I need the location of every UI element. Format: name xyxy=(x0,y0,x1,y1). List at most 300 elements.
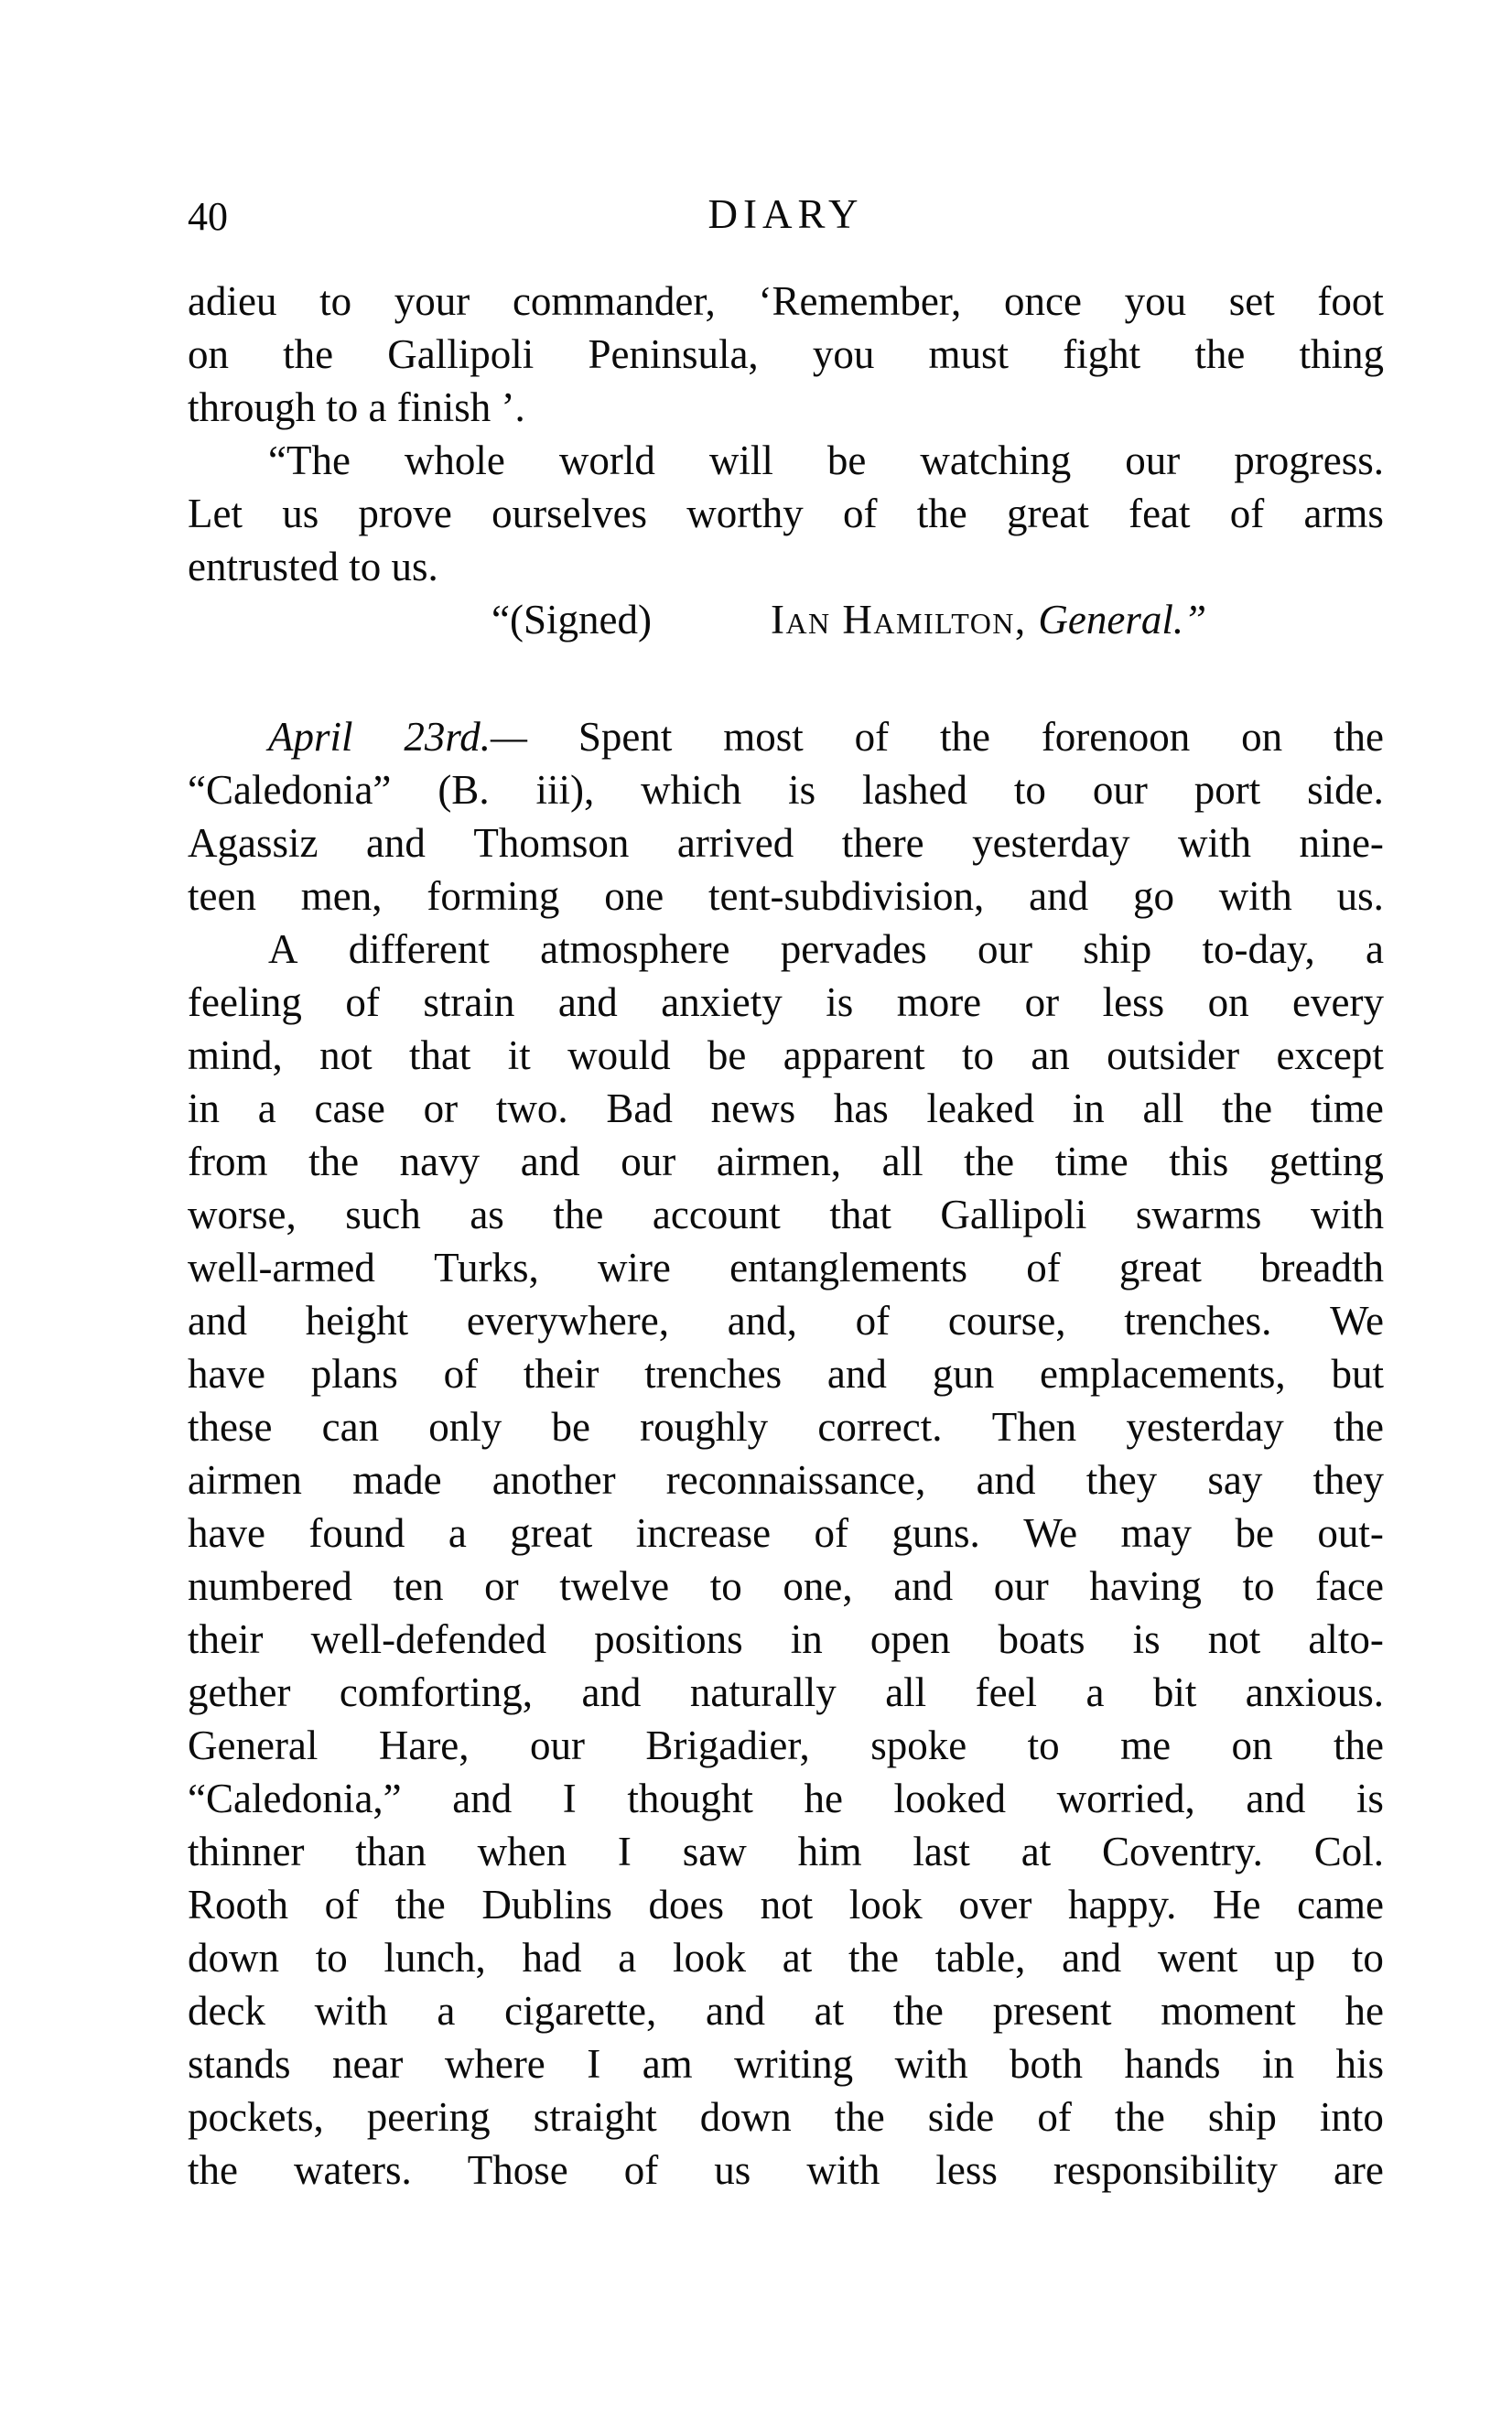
word: that xyxy=(829,1192,891,1237)
word: out- xyxy=(1317,1510,1384,1556)
word: swarms xyxy=(1135,1192,1262,1237)
word: such xyxy=(345,1192,421,1237)
word: I xyxy=(587,2041,601,2087)
word: all xyxy=(885,1669,927,1715)
word: to xyxy=(961,1032,994,1078)
word: General xyxy=(188,1723,319,1768)
word: they xyxy=(1085,1457,1158,1503)
word: made xyxy=(352,1457,442,1503)
word: forming xyxy=(427,873,560,919)
word: and xyxy=(581,1669,642,1715)
word: of xyxy=(324,1882,360,1928)
word: a xyxy=(257,1085,276,1131)
word: table, xyxy=(934,1935,1026,1981)
word: us. xyxy=(1336,873,1384,919)
word: saw xyxy=(682,1829,747,1874)
word: or xyxy=(484,1563,519,1609)
word: of xyxy=(1229,491,1265,536)
word: and xyxy=(976,1457,1036,1503)
word: be xyxy=(1235,1510,1274,1556)
word: lashed xyxy=(862,767,967,813)
word: deck xyxy=(188,1988,265,2034)
word: than xyxy=(355,1829,427,1874)
word: pockets, xyxy=(188,2094,324,2140)
word: Turks, xyxy=(434,1245,539,1291)
word: will xyxy=(708,437,773,483)
word: our xyxy=(621,1139,676,1184)
word: well-defended xyxy=(310,1616,546,1662)
word: over xyxy=(958,1882,1032,1928)
word: less xyxy=(1102,979,1165,1025)
word: looked xyxy=(893,1776,1006,1821)
text-line xyxy=(188,2144,1384,2197)
word: with xyxy=(1177,820,1251,866)
word: say xyxy=(1207,1457,1263,1503)
word: and xyxy=(1029,873,1089,919)
word: can xyxy=(321,1404,380,1450)
word: feel xyxy=(975,1669,1038,1715)
word: commander, xyxy=(512,278,716,324)
word: the xyxy=(964,1139,1015,1184)
word: moment xyxy=(1161,1988,1296,2034)
word: look xyxy=(672,1935,746,1981)
word: writing xyxy=(734,2041,854,2087)
word: with xyxy=(1310,1192,1384,1237)
word: anxious. xyxy=(1245,1669,1384,1715)
running-header-title: DIARY xyxy=(707,191,864,237)
word: our xyxy=(529,1723,585,1768)
word: arrived xyxy=(676,820,794,866)
text-segment: General.” xyxy=(1038,597,1207,643)
text-line xyxy=(188,763,1384,816)
word: one xyxy=(604,873,664,919)
word: in xyxy=(188,1085,221,1131)
word: has xyxy=(833,1085,889,1131)
word: Peninsula, xyxy=(588,331,759,377)
word: down xyxy=(188,1935,279,1981)
word: our xyxy=(1125,437,1181,483)
word: on xyxy=(188,331,229,377)
word: with xyxy=(806,2147,880,2193)
word: worse, xyxy=(188,1192,297,1237)
word: him xyxy=(797,1829,862,1874)
word: is xyxy=(826,979,854,1025)
word: and xyxy=(557,979,618,1025)
word: on xyxy=(1241,714,1283,760)
word: look xyxy=(848,1882,923,1928)
word: the xyxy=(892,1988,944,2034)
word: case xyxy=(314,1085,385,1131)
word: had xyxy=(522,1935,582,1981)
word: world xyxy=(558,437,655,483)
word: be xyxy=(826,437,867,483)
word: once xyxy=(1003,278,1082,324)
word: yesterday xyxy=(972,820,1130,866)
word: everywhere, xyxy=(466,1298,669,1344)
word: account xyxy=(652,1192,781,1237)
word: watching xyxy=(920,437,1072,483)
text-line xyxy=(188,381,1384,434)
text-line xyxy=(188,1825,1384,1878)
word: apparent xyxy=(783,1032,925,1078)
page-number: 40 xyxy=(188,194,228,239)
word: in xyxy=(790,1616,823,1662)
word: port xyxy=(1193,767,1261,813)
word: and xyxy=(520,1139,580,1184)
word: Let xyxy=(188,491,243,536)
word: the xyxy=(1333,1723,1384,1768)
word: and, xyxy=(727,1298,797,1344)
word: breadth xyxy=(1260,1245,1384,1291)
word: navy xyxy=(399,1139,481,1184)
word: hands xyxy=(1124,2041,1221,2087)
word: me xyxy=(1120,1723,1172,1768)
word: Brigadier, xyxy=(645,1723,810,1768)
text-line xyxy=(188,1294,1384,1347)
text-line xyxy=(188,1507,1384,1560)
word: to-day, xyxy=(1202,926,1315,972)
word: the xyxy=(308,1139,360,1184)
word: go xyxy=(1132,873,1174,919)
word: is xyxy=(1355,1776,1384,1821)
word: Rooth xyxy=(188,1882,289,1928)
word: course, xyxy=(947,1298,1066,1344)
word: Bad xyxy=(606,1085,673,1131)
word: teen xyxy=(188,873,256,919)
text-segment: entrusted to us. xyxy=(188,544,438,589)
text-line xyxy=(188,710,1384,763)
word: ship xyxy=(1083,926,1152,972)
word: found xyxy=(308,1510,405,1556)
text-line xyxy=(188,275,1384,328)
word: present xyxy=(992,1988,1112,2034)
word: to xyxy=(709,1563,742,1609)
word: open xyxy=(869,1616,951,1662)
word: the xyxy=(1194,331,1246,377)
word: near xyxy=(331,2041,404,2087)
text-line xyxy=(188,1613,1384,1666)
word: gun xyxy=(932,1351,995,1397)
word: with xyxy=(314,1988,388,2034)
word: a xyxy=(618,1935,637,1981)
text-line xyxy=(188,2090,1384,2144)
word: feat xyxy=(1129,491,1191,536)
word: is xyxy=(1132,1616,1161,1662)
word: of xyxy=(623,2147,659,2193)
word: he xyxy=(1345,1988,1384,2034)
word: not xyxy=(760,1882,814,1928)
word: may xyxy=(1120,1510,1192,1556)
word: he xyxy=(804,1776,843,1821)
word: which xyxy=(641,767,742,813)
word: emplacements, xyxy=(1040,1351,1286,1397)
word: happy. xyxy=(1068,1882,1177,1928)
word: a xyxy=(1366,926,1384,972)
word: up xyxy=(1274,1935,1316,1981)
word: of xyxy=(814,1510,849,1556)
word: ship xyxy=(1207,2094,1277,2140)
word: when xyxy=(477,1829,567,1874)
word: not xyxy=(319,1032,373,1078)
word: set xyxy=(1228,278,1275,324)
word: a xyxy=(448,1510,467,1556)
word: adieu xyxy=(188,278,277,324)
word: the xyxy=(394,1882,446,1928)
text-line xyxy=(188,1400,1384,1453)
word: atmosphere xyxy=(540,926,730,972)
word: and xyxy=(893,1563,954,1609)
text-segment: “(Signed) xyxy=(491,597,652,643)
word: time xyxy=(1310,1085,1384,1131)
word: went xyxy=(1157,1935,1238,1981)
word: of xyxy=(843,491,878,536)
word: there xyxy=(841,820,924,866)
word: He xyxy=(1212,1882,1261,1928)
word: nine- xyxy=(1299,820,1384,866)
word: of xyxy=(855,1298,891,1344)
text-line xyxy=(188,869,1384,923)
word: Agassiz xyxy=(188,820,319,866)
word: or xyxy=(423,1085,459,1131)
word: cigarette, xyxy=(504,1988,657,2034)
text-line xyxy=(188,1772,1384,1825)
word: would xyxy=(567,1032,671,1078)
word: all xyxy=(881,1139,923,1184)
word: and xyxy=(826,1351,887,1397)
word: in xyxy=(1072,1085,1105,1131)
text-line xyxy=(188,1082,1384,1135)
word: entanglements xyxy=(729,1245,968,1291)
word: at xyxy=(814,1988,845,2034)
word: must xyxy=(928,331,1010,377)
word: every xyxy=(1292,979,1384,1025)
word: all xyxy=(1142,1085,1184,1131)
word: waters. xyxy=(294,2147,412,2193)
text-line xyxy=(188,1135,1384,1188)
word: the xyxy=(553,1192,604,1237)
word: of xyxy=(1037,2094,1072,2140)
word: the xyxy=(848,1935,899,1981)
word: time xyxy=(1054,1139,1129,1184)
word: outsider xyxy=(1107,1032,1240,1078)
signature-line xyxy=(188,593,1384,646)
word: worthy xyxy=(686,491,804,536)
word: two. xyxy=(495,1085,568,1131)
word: alto- xyxy=(1308,1616,1384,1662)
word: men, xyxy=(300,873,383,919)
word: spoke xyxy=(870,1723,967,1768)
word: your xyxy=(394,278,470,324)
word: be xyxy=(551,1404,590,1450)
word: have xyxy=(188,1351,265,1397)
word: great xyxy=(1118,1245,1202,1291)
word: strain xyxy=(423,979,515,1025)
word: and xyxy=(452,1776,513,1821)
word: are xyxy=(1333,2147,1384,2193)
text-line xyxy=(188,1984,1384,2037)
word: to xyxy=(1013,767,1046,813)
word: us xyxy=(282,491,319,536)
word: to xyxy=(1351,1935,1384,1981)
word: not xyxy=(1207,1616,1261,1662)
text-segment: through to a finish ’. xyxy=(188,384,525,430)
word: to xyxy=(1027,1723,1060,1768)
word: their xyxy=(523,1351,599,1397)
word: prove xyxy=(358,491,452,536)
word: Then xyxy=(991,1404,1077,1450)
word: April xyxy=(268,714,353,760)
word: numbered xyxy=(188,1563,352,1609)
text-line xyxy=(188,2037,1384,2090)
word: is xyxy=(788,767,816,813)
word: bit xyxy=(1152,1669,1197,1715)
text-line xyxy=(188,1188,1384,1241)
word: Hare, xyxy=(378,1723,470,1768)
word: of xyxy=(443,1351,479,1397)
word: be xyxy=(707,1032,747,1078)
word: gether xyxy=(188,1669,291,1715)
word: and xyxy=(705,1988,765,2034)
word: tent-subdivision, xyxy=(708,873,985,919)
word: at xyxy=(782,1935,813,1981)
word: more xyxy=(896,979,982,1025)
word: stands xyxy=(188,2041,291,2087)
text-line xyxy=(188,816,1384,869)
word: on xyxy=(1207,979,1249,1025)
word: getting xyxy=(1269,1139,1384,1184)
text-line xyxy=(188,1931,1384,1984)
word: roughly xyxy=(640,1404,769,1450)
word: Dublins xyxy=(481,1882,612,1928)
word: Those xyxy=(467,2147,568,2193)
word: trenches. xyxy=(1124,1298,1272,1344)
word: both xyxy=(1010,2041,1084,2087)
word: the xyxy=(1333,714,1384,760)
word: forenoon xyxy=(1041,714,1191,760)
word: one, xyxy=(783,1563,853,1609)
word: to xyxy=(1242,1563,1275,1609)
word: height xyxy=(305,1298,409,1344)
word: these xyxy=(188,1404,273,1450)
word: anxiety xyxy=(661,979,783,1025)
word: the xyxy=(1333,1404,1384,1450)
word: his xyxy=(1335,2041,1384,2087)
word: whole xyxy=(404,437,505,483)
word: wire xyxy=(597,1245,671,1291)
word: the xyxy=(916,491,967,536)
word: with xyxy=(1218,873,1292,919)
word: “Caledonia” xyxy=(188,767,392,813)
word: a xyxy=(437,1988,456,2034)
word: last xyxy=(913,1829,970,1874)
word: the xyxy=(834,2094,885,2140)
word: comforting, xyxy=(339,1669,534,1715)
word: correct. xyxy=(817,1404,943,1450)
word: iii), xyxy=(535,767,595,813)
word: on xyxy=(1231,1723,1273,1768)
word: arms xyxy=(1303,491,1384,536)
word: We xyxy=(1023,1510,1078,1556)
word: of xyxy=(345,979,380,1025)
word: ‘Remember, xyxy=(758,278,962,324)
word: “The xyxy=(268,437,351,483)
word: plans xyxy=(310,1351,398,1397)
word: Spent xyxy=(578,714,673,760)
text-line xyxy=(188,328,1384,381)
word: twelve xyxy=(559,1563,670,1609)
word: responsibility xyxy=(1053,2147,1278,2193)
word: thinner xyxy=(188,1829,305,1874)
word: naturally xyxy=(689,1669,837,1715)
word: their xyxy=(188,1616,264,1662)
text-line xyxy=(188,1347,1384,1400)
word: a xyxy=(1085,1669,1105,1715)
word: mind, xyxy=(188,1032,283,1078)
word: face xyxy=(1315,1563,1384,1609)
word: different xyxy=(348,926,490,972)
text-line xyxy=(188,976,1384,1029)
word: Col. xyxy=(1313,1829,1384,1874)
word: down xyxy=(699,2094,792,2140)
word: our xyxy=(1092,767,1148,813)
word: ourselves xyxy=(491,491,648,536)
word: airmen xyxy=(188,1457,302,1503)
word: this xyxy=(1169,1139,1229,1184)
word: 23rd.— xyxy=(404,714,527,760)
word: have xyxy=(188,1510,265,1556)
word: you xyxy=(812,331,875,377)
word: news xyxy=(710,1085,796,1131)
text-segment: Ian Hamilton, xyxy=(770,597,1039,643)
word: lunch, xyxy=(383,1935,486,1981)
word: Coventry. xyxy=(1102,1829,1263,1874)
word: increase xyxy=(635,1510,772,1556)
word: except xyxy=(1276,1032,1384,1078)
word: trenches xyxy=(644,1351,783,1397)
word: our xyxy=(993,1563,1049,1609)
word: We xyxy=(1330,1298,1384,1344)
word: the xyxy=(283,331,334,377)
word: fight xyxy=(1063,331,1141,377)
word: side. xyxy=(1307,767,1384,813)
word: that xyxy=(408,1032,471,1078)
word: to xyxy=(315,1935,348,1981)
word: most xyxy=(723,714,804,760)
word: of xyxy=(1026,1245,1061,1291)
text-line xyxy=(188,1029,1384,1082)
word: am xyxy=(642,2041,693,2087)
word: feeling xyxy=(188,979,302,1025)
text-line xyxy=(188,1878,1384,1931)
word: into xyxy=(1319,2094,1384,2140)
word: or xyxy=(1024,979,1060,1025)
word: airmen, xyxy=(716,1139,842,1184)
word: I xyxy=(617,1829,632,1874)
word: came xyxy=(1297,1882,1384,1928)
word: ten xyxy=(393,1563,444,1609)
word: an xyxy=(1031,1032,1070,1078)
word: having xyxy=(1089,1563,1202,1609)
word: peering xyxy=(366,2094,491,2140)
word: worried, xyxy=(1056,1776,1195,1821)
word: straight xyxy=(533,2094,657,2140)
word: and xyxy=(1062,1935,1122,1981)
word: but xyxy=(1331,1351,1384,1397)
word: Gallipoli xyxy=(940,1192,1087,1237)
word: does xyxy=(648,1882,725,1928)
word: with xyxy=(894,2041,968,2087)
word: reconnaissance, xyxy=(665,1457,926,1503)
